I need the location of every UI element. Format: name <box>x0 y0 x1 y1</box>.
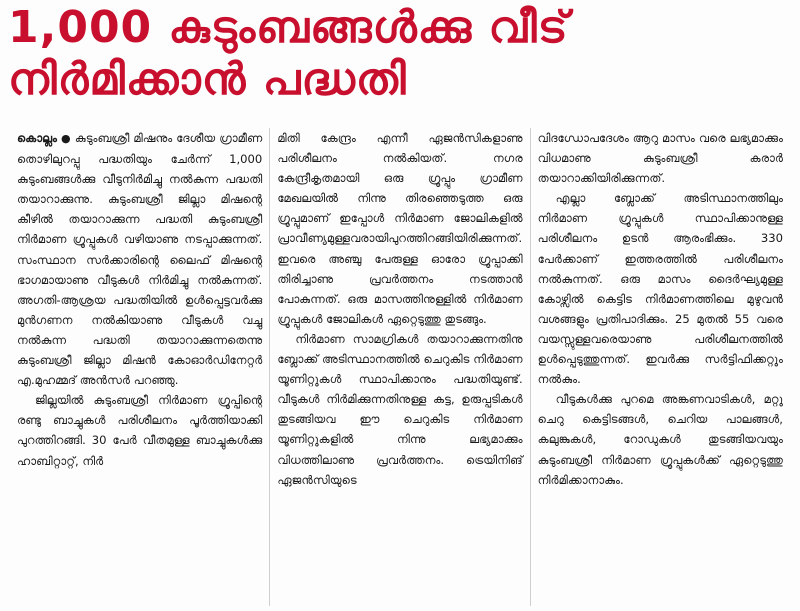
paragraph-text: കുടുംബശ്രീ മിഷനും ദേശീയ ഗ്രാമീണ തൊഴിലുറപ്പു പദ്ധതിയും ചേർന്ന് 1,000 കുടുംബങ്ങൾക്കു വീടുനിർമിച്ചു നൽകുന്ന പദ്ധതി തയാറാക്കുന്നു. കുടുംബശ്രീ ജില്ലാ മിഷന്റെ കീഴിൽ തയാറാക്കുന്ന പദ്ധതി കുടുംബശ്രീ നിർമാണ ഗ്രൂപ്പുകൾ വഴിയാണു നടപ്പാക്കുന്നത്. സംസ്ഥാന സർക്കാരിന്റെ ലൈഫ് മിഷന്റെ ഭാഗമായാണു വീടുകൾ നിർമിച്ചു നൽകുന്നത്. അഗതി-ആശ്രയ പദ്ധതിയിൽ ഉൾപ്പെട്ടവർക്കു മുൻഗണന നൽകിയാണു വീടുകൾ വച്ചു നൽകുന്ന പദ്ധതി തയാറാക്കുന്നതെന്നു കുടുംബശ്രീ ജില്ലാ മിഷൻ കോഓർഡിനേറ്റർ എ.മുഹമ്മദ് അൻസർ പറഞ്ഞു. <box>17 131 263 388</box>
paragraph: മിതി കേന്ദ്രം എന്നീ ഏജൻസികളാണു പരിശീലനം നൽകിയത്. നഗര കേന്ദ്രീകൃതമായി ഒരു ഗ്രൂപ്പും ഗ്രാമീണ മേഖലയിൽ നിന്നു തിരഞ്ഞെടുത്ത ഒരു ഗ്രൂപ്പുമാണ് ഇപ്പോൾ നിർമാണ ജോലികളിൽ പ്രാവീണ്യമുള്ളവരായിപുറത്തിറങ്ങിയിരിക്കുന്നത്. ഇവരെ അഞ്ചു പേരുള്ള ഓരോ ഗ്രൂപ്പാക്കി തിരിച്ചാണു പ്രവർത്തനം നടത്താൻ പോകുന്നത്. ഒരു മാസത്തിനുള്ളിൽ നിർമാണ ഗ്രൂപ്പുകൾ ജോലികൾ ഏറ്റെടുത്തു തുടങ്ങും. <box>277 131 523 326</box>
paragraph: വീടുകൾക്കു പുറമെ അങ്കണവാടികൾ, മറ്റു ചെറു കെട്ടിടങ്ങൾ, ചെറിയ പാലങ്ങൾ, കലുങ്കുകൾ, റോഡുകൾ തുടങ്ങിയവയും കുടുംബശ്രീ നിർമാണ ഗ്രൂപ്പുകൾക്ക് ഏറ്റെടുത്തു നിർമിക്കാനാകും. <box>537 392 783 487</box>
headline <box>8 2 768 106</box>
paragraph <box>17 128 262 390</box>
paragraph: വിദഗ്ധോപദേശം ആറു മാസം വരെ ലഭ്യമാക്കും വിധമാണു കുടുംബശ്രീ കരാർ തയാറാക്കിയിരിക്കുന്നത്. <box>537 131 783 186</box>
headline-line-1: 1,000 കുടുംബങ്ങൾക്കു വീട് <box>8 2 569 53</box>
paragraph: എല്ലാ ബ്ലോക്ക് അടിസ്ഥാനത്തിലും നിർമാണ ഗ്രൂപ്പുകൾ സ്ഥാപിക്കാനുള്ള പരിശീലനം ഉടൻ ആരംഭിക്കും. 330 പേർക്കാണ് ഇത്തരത്തിൽ പരിശീലനം നൽകുന്നത്. ഒരു മാസം ദൈർഘ്യമുള്ള കോഴ്സിൽ കെട്ടിട നിർമാണത്തിലെ മുഴുവൻ വശങ്ങളും പ്രതിപാദിക്കും. 25 മുതൽ 55 വരെ വയസ്സുള്ളവരെയാണു പരിശീലനത്തിൽ ഉൾപ്പെടുത്തുന്നത്. ഇവർക്കു സർട്ടിഫിക്കറ്റും നൽകും. <box>537 191 783 387</box>
paragraph: ജില്ലയിൽ കുടുംബശ്രീ നിർമാണ ഗ്രൂപ്പിന്റെ രണ്ടു ബാച്ചുകൾ പരിശീലനം പൂർത്തിയാക്കി പുറത്തിറങ്ങി. 30 പേർ വീതമുള്ള ബാച്ചുകൾക്കു ഹാബിറ്റാറ്റ്, നിർ <box>17 393 263 468</box>
paragraph: നിർമാണ സാമഗ്രികൾ തയാറാക്കുന്നതിനു ബ്ലോക്ക് അടിസ്ഥാനത്തിൽ ചെറുകിട നിർമാണ യൂണിറ്റുകൾ സ്ഥാപിക്കാനും പദ്ധതിയുണ്ട്. വീടുകൾ നിർമിക്കുന്നതിനുള്ള കട്ട, ഉരുപ്പടികൾ തുടങ്ങിയവ ഈ ചെറുകിട നിർമാണ യൂണിറ്റുകളിൽ നിന്നു ലഭ്യമാക്കും വിധത്തിലാണു പ്രവർത്തനം. ട്രെയിനിങ് ഏജൻസിയുടെ <box>277 331 523 487</box>
headline-line-2: നിർമിക്കാൻ പദ്ധതി <box>8 54 407 105</box>
article-body <box>10 128 790 606</box>
dateline: കൊല്ലം <box>17 131 57 145</box>
column-1 <box>10 128 270 606</box>
bullet-icon: ● <box>60 132 71 145</box>
column-2 <box>270 128 530 606</box>
column-3 <box>531 128 790 606</box>
